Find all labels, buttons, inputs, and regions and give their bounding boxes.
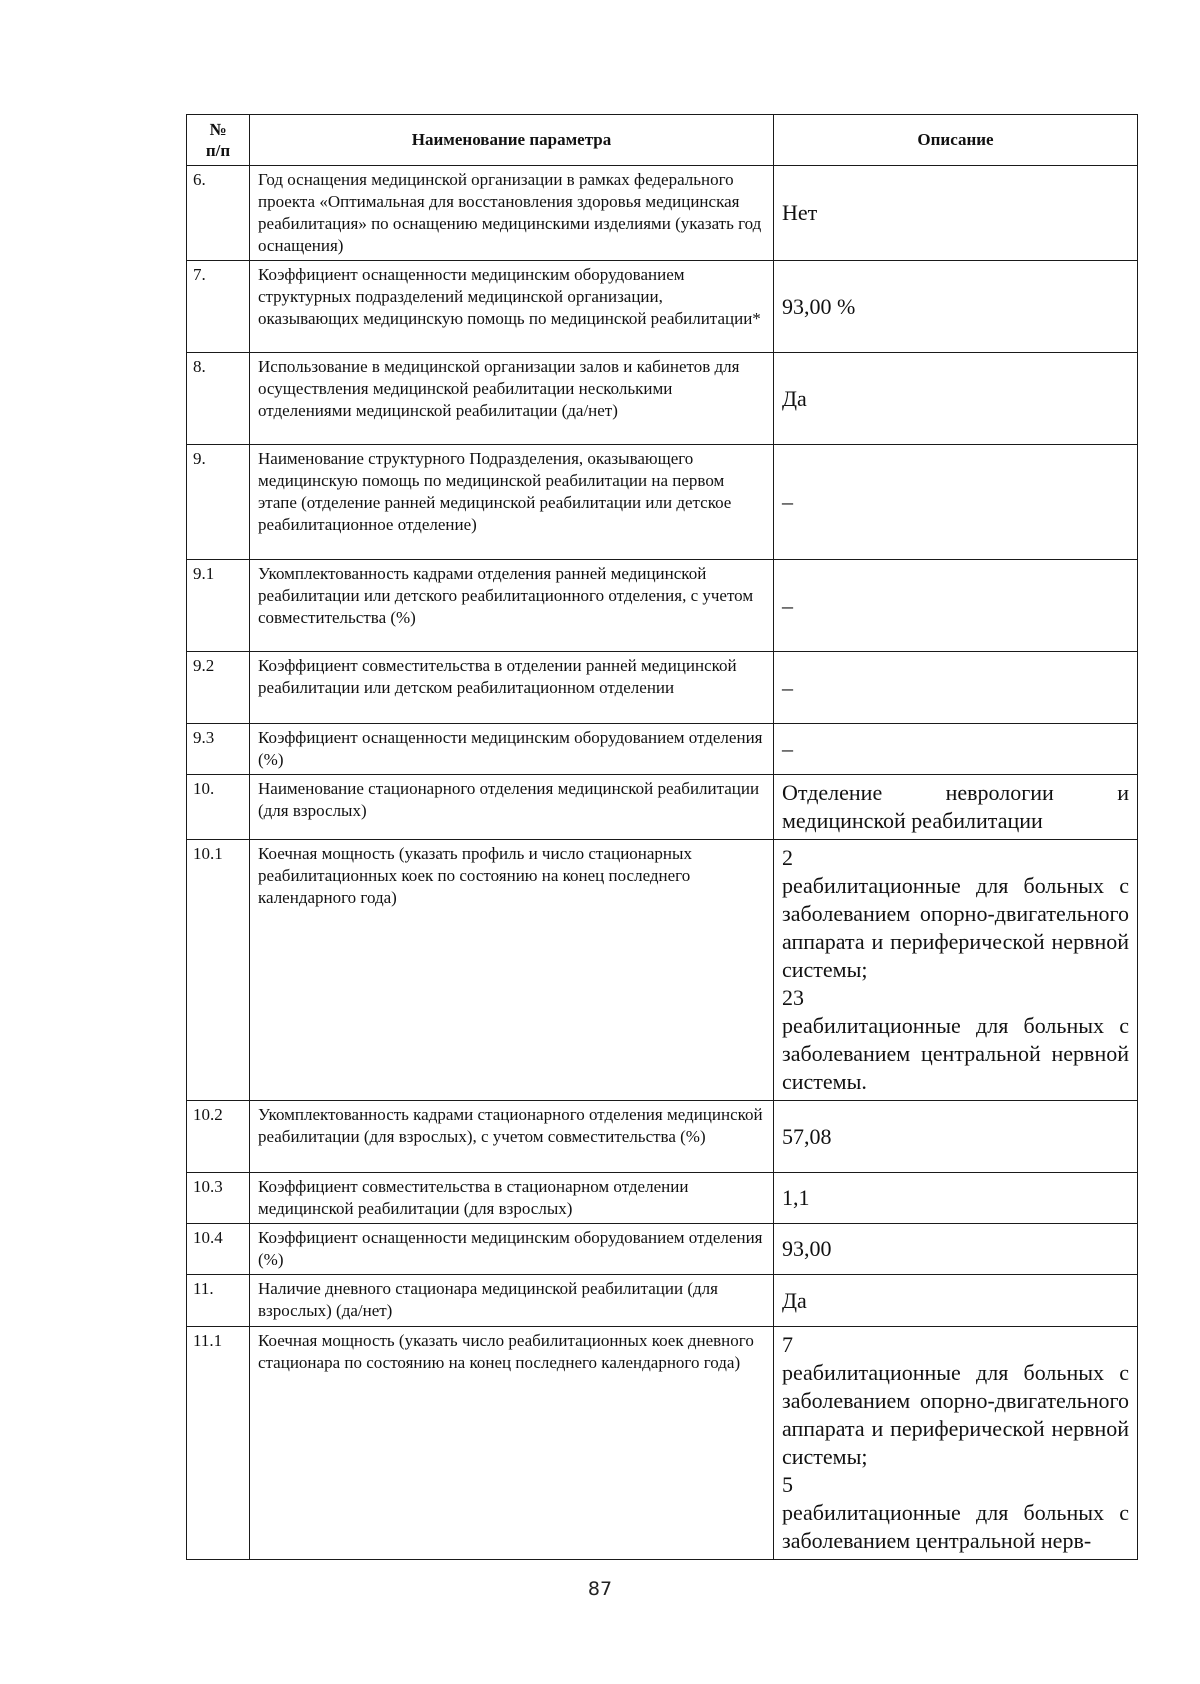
row-parameter-name: Коэффициент совместительства в отделении ранней медицинской реабилитации или детском реабилитационном отделении [250,652,774,724]
row-description: – [774,724,1138,775]
row-description: – [774,652,1138,724]
row-number: 10.2 [187,1101,250,1173]
row-parameter-name: Коечная мощность (указать профиль и число стационарных реабилитационных коек по состоянию на конец последнего календарного года) [250,840,774,1101]
table-row [187,1327,1138,1560]
row-number: 7. [187,261,250,353]
table-row [187,353,1138,445]
row-number: 10.4 [187,1224,250,1275]
bed-profile: реабилитационные для больных с заболеванием опорно-двигательного аппарата и периферической нервной системы; [782,1360,1129,1469]
header-parameter-name: Наименование параметра [250,115,774,166]
bed-count: 7 [782,1332,793,1357]
row-parameter-name: Коэффициент оснащенности медицинским оборудованием структурных подразделений медицинской организации, оказывающих медицинскую помощь по медицинской реабилитации* [250,261,774,353]
bed-profile: реабилитационные для больных с заболеванием центральной нерв- [782,1500,1129,1553]
parameters-table [186,114,1138,1560]
row-description: Нет [774,166,1138,261]
row-parameter-name: Укомплектованность кадрами стационарного отделения медицинской реабилитации (для взрослых), с учетом совместительства (%) [250,1101,774,1173]
row-description: – [774,560,1138,652]
table-row [187,1173,1138,1224]
row-description: 93,00 % [774,261,1138,353]
bed-count: 2 [782,845,793,870]
table-row [187,560,1138,652]
header-description: Описание [774,115,1138,166]
table-row [187,724,1138,775]
page-number: 87 [587,1578,613,1600]
table-row [187,1224,1138,1275]
row-description: 1,1 [774,1173,1138,1224]
table-row [187,775,1138,840]
table-row [187,1101,1138,1173]
bed-profile: реабилитационные для больных с заболеванием опорно-двигательного аппарата и периферической нервной системы; [782,873,1129,982]
row-number: 10.1 [187,840,250,1101]
bed-count: 5 [782,1472,793,1497]
bed-profile: реабилитационные для больных с заболеванием центральной нервной системы. [782,1013,1129,1094]
row-number: 10.3 [187,1173,250,1224]
row-number: 6. [187,166,250,261]
row-number: 11. [187,1275,250,1327]
table-row [187,166,1138,261]
table-row [187,261,1138,353]
row-description: – [774,445,1138,560]
row-number: 9.2 [187,652,250,724]
bed-count: 23 [782,985,804,1010]
row-description [774,1327,1138,1560]
row-parameter-name: Наименование стационарного отделения медицинской реабилитации (для взрослых) [250,775,774,840]
row-description: 57,08 [774,1101,1138,1173]
table-row [187,652,1138,724]
row-parameter-name: Использование в медицинской организации залов и кабинетов для осуществления медицинской реабилитации несколькими отделениями медицинской реабилитации (да/нет) [250,353,774,445]
row-parameter-name: Коечная мощность (указать число реабилитационных коек дневного стационара по состоянию на конец последнего календарного года) [250,1327,774,1560]
row-number: 9.1 [187,560,250,652]
table-row [187,1275,1138,1327]
row-parameter-name: Укомплектованность кадрами отделения ранней медицинской реабилитации или детского реабилитационного отделения, с учетом совместительства (%) [250,560,774,652]
row-number: 8. [187,353,250,445]
row-parameter-name: Коэффициент совместительства в стационарном отделении медицинской реабилитации (для взрослых) [250,1173,774,1224]
row-number: 11.1 [187,1327,250,1560]
header-number: № п/п [187,115,250,166]
row-description: 93,00 [774,1224,1138,1275]
table-row [187,840,1138,1101]
row-parameter-name: Наименование структурного Подразделения, оказывающего медицинскую помощь по медицинской реабилитации на первом этапе (отделение ранней медицинской реабилитации или детское реабилитационное отделение) [250,445,774,560]
row-parameter-name: Наличие дневного стационара медицинской реабилитации (для взрослых) (да/нет) [250,1275,774,1327]
row-parameter-name: Коэффициент оснащенности медицинским оборудованием отделения (%) [250,724,774,775]
table-header-row [187,115,1138,166]
row-description: Отделение неврологии и медицинской реабилитации [774,775,1138,840]
row-number: 10. [187,775,250,840]
row-number: 9.3 [187,724,250,775]
row-parameter-name: Коэффициент оснащенности медицинским оборудованием отделения (%) [250,1224,774,1275]
row-number: 9. [187,445,250,560]
row-description: Да [774,1275,1138,1327]
row-description: Да [774,353,1138,445]
row-parameter-name: Год оснащения медицинской организации в рамках федерального проекта «Оптимальная для восстановления здоровья медицинская реабилитация» по оснащению медицинскими изделиями (указать год оснащения) [250,166,774,261]
row-description [774,840,1138,1101]
table-row [187,445,1138,560]
